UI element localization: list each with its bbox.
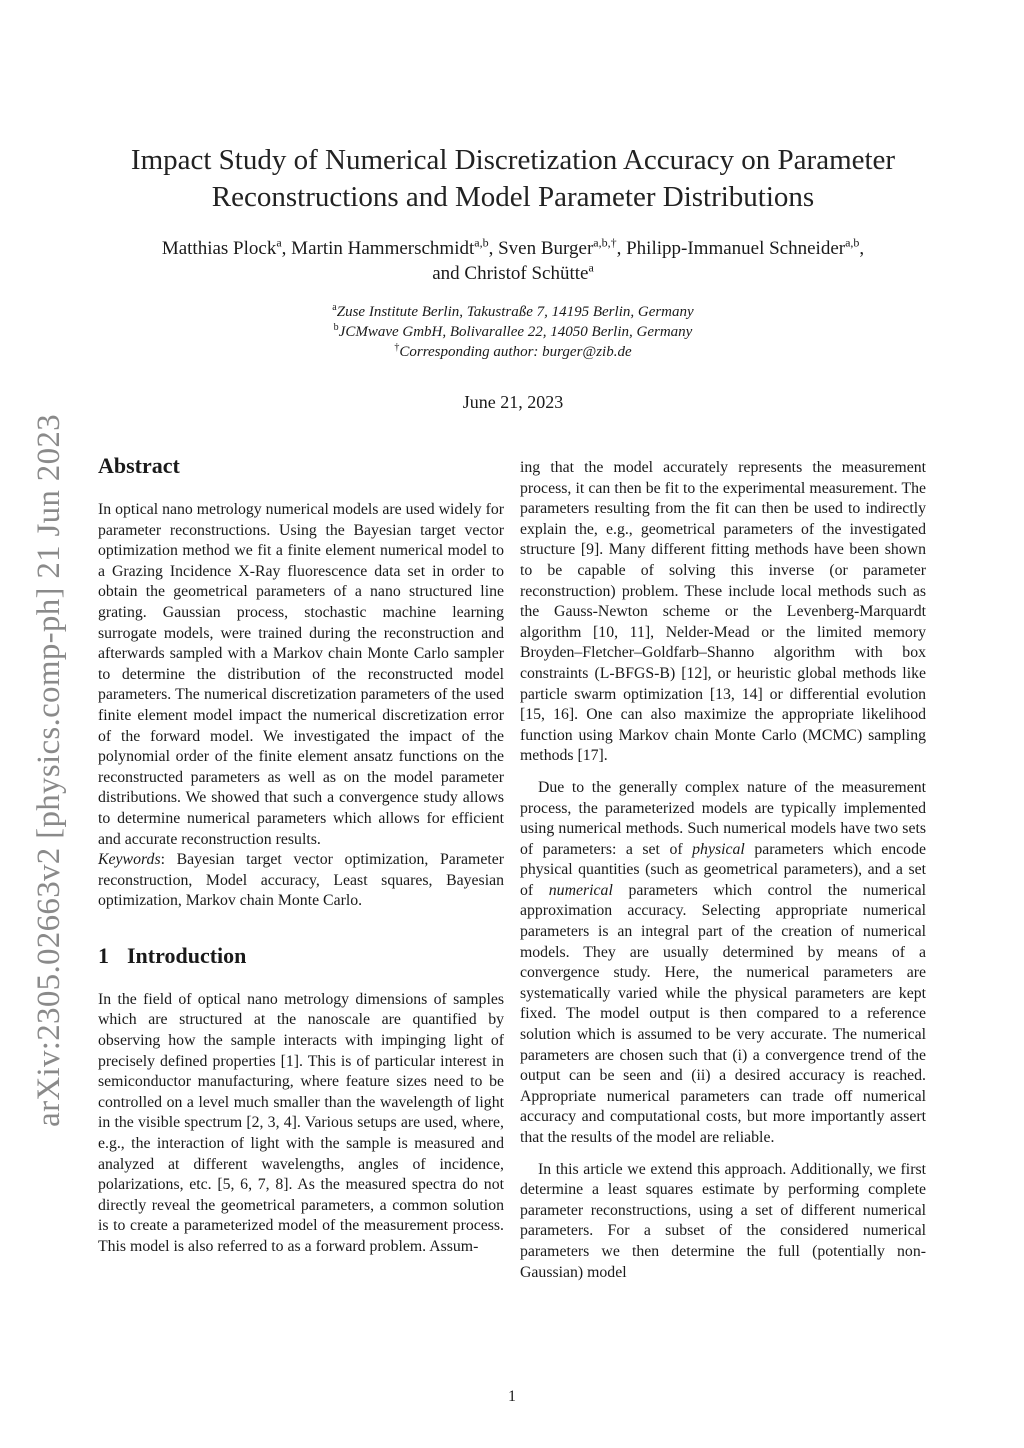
left-column [98,452,504,1258]
author-name: and Christof Schütte [432,263,589,284]
abstract-text: In optical nano metrology numerical models are used widely for parameter reconstructions. Using the Bayesian target vector optimization method we fit a finite element numerical model to a Grazing Incidence X-Ray fluorescence data set in order to obtain the geometrical parameters of a nano structured line grating. Gaussian process, stochastic machine learning surrogate models, were trained during the reconstruction and afterwards sampled with a Markov chain Monte Carlo sampler to determine the distribution of the reconstructed model parameters. The numerical discretization parameters of the used finite element model impact the numerical discretization error of the forward model. We investigated the impact of the polynomial order of the finite element ansatz functions on the reconstructed parameters as well as on the model parameter distributions. We showed that such a convergence study allows to determine numerical parameters which allows for efficient and accurate reconstruction results. [98,501,504,848]
author-affiliation-mark: a,b [845,235,860,250]
author-line-1: Matthias Plock$^a$, Martin Hammerschmidt$^{a,b}$, Sven Burger$^{a,b,\dagger}$, Philipp-Immanuel Schneider$^{a,b}$, [161,235,865,259]
right-column [520,458,926,1283]
arxiv-identifier-stamp [24,390,74,1150]
affiliation-b: $^b$JCMwave GmbH, Bolivarallee 22, 14050 Berlin, Germany [333,322,693,340]
intro-paragraph-2: Due to the generally complex nature of the measurement process, the parameterized models are typically implemented using numerical methods. Such numerical models have two sets of parameters: a set of physical parameters which encode physical quantities (such as geometrical parameters), and a set of numerical parameters which control the numerical approximation accuracy. Selecting appropriate numerical parameters is an integral part of the creation of numerical models. They are usually determined by means of a convergence study. Here, the numerical parameters are systematically varied while the physical parameters are kept fixed. The model output is then compared to a reference solution which is assumed to be very accurate. The numerical parameters are chosen such that (i) a convergence trend of the output can be seen and (ii) a desired accuracy is reached. Appropriate numerical parameters can trade off numerical accuracy and computational costs, but more importantly assert that the results of the model are reliable. [520,778,927,1146]
keywords [98,850,504,912]
author-name: Martin Hammerschmidt [291,238,475,259]
author-affiliation-mark: a,b [474,235,489,250]
intro-paragraph-1: In the field of optical nano metrology dimensions of samples which are structured at the nanoscale are quantified by observing how the sample interacts with impinging light of precisely defined properties [1]. This is of particular interest in semiconductor manufacturing, where feature sizes need to be controlled on a level much smaller than the wavelength of light in the visible spectrum [2, 3, 4]. Various setups are used, where, e.g., the interaction of light with the sample is measured and analyzed at different wavelengths, angles of incidence, polarizations, etc. [5, 6, 7, 8]. As the measured spectra do not directly reveal the geometrical parameters, a common solution is to create a parameterized model of the measurement process. This model is also referred to as a forward problem. Assum- [98,990,504,1255]
arxiv-identifier-text: arXiv:2305.02663v2 [physics.comp-ph] 21 Jun 2023 [30,413,67,1127]
author-affiliation-mark: a [276,235,282,250]
publication-date: June 21, 2023 [462,392,564,412]
intro-paragraph-1-continued: ing that the model accurately represents the measurement process, it can then be fit to the experimental measurement. The parameters resulting from the fit can then be used to indirectly explain the, e.g., geometrical parameters of the investigated structure [9]. Many different fitting methods have been shown to be capable of solving this inverse (or parameter reconstruction) problem. These include local methods such as the Gauss-Newton scheme or the Levenberg-Marquardt algorithm [10, 11], Nelder-Mead or the limited memory Broyden–Fletcher–Goldfarb–Shanno algorithm with box constraints (L-BFGS-B) [12], or heuristic global methods like particle swarm optimization [13, 14] or differential evolution [15, 16]. One can also maximize the appropriate likelihood function using Markov chain Monte Carlo (MCMC) sampling methods [17]. [520,459,926,765]
section-heading-introduction [98,942,504,970]
affiliations [100,302,926,362]
author-affiliation-mark: a [588,260,594,275]
title-line-1: Impact Study of Numerical Discretization Accuracy on Parameter [130,144,896,176]
author-affiliation-mark: a,b,† [593,235,617,250]
corresponding-author: †Corresponding author: burger@zib.de [394,342,632,360]
keywords-text: : Bayesian target vector optimization, Parameter reconstruction, Model accuracy, Least squares, Bayesian optimization, Markov chain Monte Carlo. [98,851,504,910]
author-list [90,236,936,286]
page-number: 1 [508,1388,516,1405]
abstract-heading: Abstract [98,453,180,478]
section-title: Introduction [127,942,247,968]
author-name: Sven Burger [498,238,594,259]
author-line-2 [90,261,936,286]
keywords-label: Keywords [98,851,161,869]
affiliation-a: $^a$Zuse Institute Berlin, Takustraße 7, 14195 Berlin, Germany [332,302,694,320]
intro-paragraph-3: In this article we extend this approach. Additionally, we first determine a least squares estimate by performing complete parameter reconstructions, using a set of different numerical parameters. For a subset of the considered numerical parameters we then determine the full (potentially non-Gaussian) model [520,1160,926,1281]
author-name: Matthias Plock [161,238,277,259]
author-name: Philipp-Immanuel Schneider [626,238,846,259]
section-number: 1 [98,942,109,968]
paper-title [100,142,926,216]
title-line-2: Reconstructions and Model Parameter Distributions [211,181,815,213]
